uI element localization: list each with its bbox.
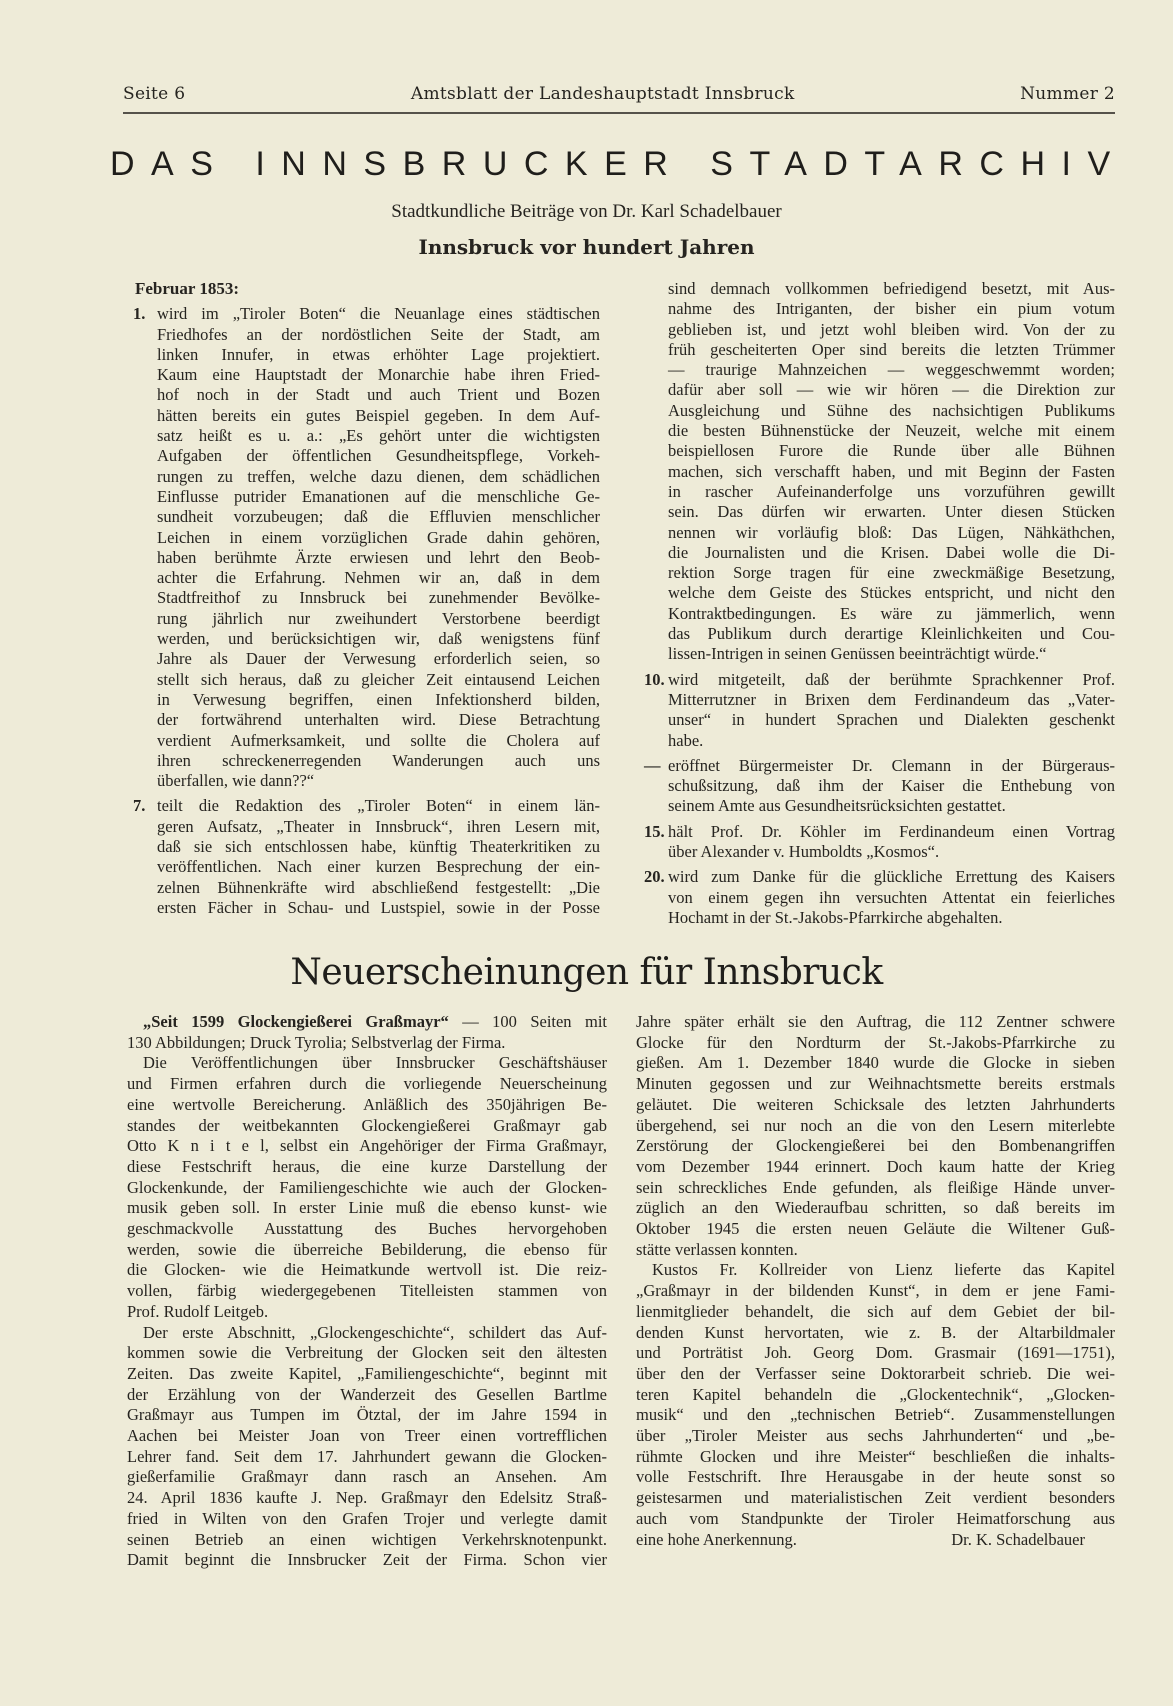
text-line — [127, 1426, 607, 1447]
text-line — [636, 1074, 1115, 1095]
line-text: dafür aber soll — wie wir hören — die Direktion zur — [668, 380, 1115, 400]
paragraph — [636, 1260, 1115, 1550]
text-line — [127, 1281, 607, 1302]
text-line — [157, 385, 600, 405]
line-text: 24. April 1836 kaufte J. Nep. Graßmayr den Edelsitz Straß- — [127, 1488, 607, 1508]
line-text: Der erste Abschnitt, „Glockengeschichte“, schildert das Auf- — [143, 1322, 607, 1342]
text-line — [668, 462, 1115, 482]
text-line — [636, 1219, 1115, 1240]
text-line — [668, 867, 1115, 887]
upper-left-entries — [133, 304, 600, 918]
line-text: hof noch in der Stadt und auch Trient und Bozen — [157, 385, 600, 405]
chronicle-entry — [644, 755, 1115, 817]
text-line — [127, 1343, 607, 1364]
line-text: habe. — [668, 730, 704, 750]
line-text: 130 Abbildungen; Druck Tyrolia; Selbstverlag der Firma. — [127, 1032, 506, 1052]
line-text: rungen zu treffen, welche dazu dienen, dem schädlichen — [157, 466, 600, 486]
text-line — [127, 1385, 607, 1406]
text-line — [157, 710, 600, 730]
text-line — [668, 320, 1115, 340]
subtitle: Stadtkundliche Beiträge von Dr. Karl Schadelbauer — [391, 201, 782, 222]
lower-right-paragraphs — [636, 1012, 1115, 1550]
text-line — [668, 690, 1115, 710]
text-line — [668, 624, 1115, 644]
text-line — [127, 1364, 607, 1385]
line-text: Friedhofes an der nordöstlichen Seite der Stadt, am — [157, 324, 600, 344]
line-text: gießen. Am 1. Dezember 1840 wurde die Glocke in sieben — [636, 1053, 1115, 1073]
text-line — [668, 441, 1115, 461]
line-text: Mitterrutzner in Brixen dem Ferdinandeum das „Vater- — [668, 689, 1115, 709]
text-line — [636, 1157, 1115, 1178]
text-line — [157, 345, 600, 365]
line-text: hätten bereits ein gutes Beispiel gegeben. In dem Auf- — [157, 405, 600, 425]
text-line — [668, 279, 1115, 299]
section2-title: Neuerscheinungen für Innsbruck — [290, 952, 883, 993]
paragraph — [127, 1012, 607, 1053]
text-line — [157, 731, 600, 751]
lower-left-paragraphs — [127, 1012, 607, 1571]
text-line — [668, 543, 1115, 563]
line-text: Zerstörung der Glockengießerei bei den Bombenangriffen — [636, 1136, 1115, 1156]
line-text: Kaum eine Hauptstadt der Monarchie habe ihren Fried- — [157, 365, 600, 385]
line-text: übergehend, sei nur noch an die von den Lesern miterlebte — [636, 1115, 1115, 1135]
text-line — [127, 1074, 607, 1095]
line-text: sein schreckliches Ende gefunden, als fleißige Hände unver- — [636, 1177, 1115, 1197]
line-text: vom Dezember 1944 erinnert. Doch kaum hatte der Krieg — [636, 1156, 1115, 1176]
line-text: geläutet. Die weiteren Schicksale des letzten Jahrhunderts — [636, 1094, 1115, 1114]
text-line — [668, 822, 1115, 842]
text-line — [636, 1488, 1115, 1509]
text-line — [157, 670, 600, 690]
chronicle-entry — [668, 279, 1115, 665]
entry-day: 10. — [644, 669, 665, 689]
text-line — [127, 1530, 607, 1551]
text-line — [668, 604, 1115, 624]
text-line — [127, 1219, 607, 1240]
chronicle-entry — [644, 867, 1115, 928]
entry-day: 15. — [644, 821, 665, 841]
line-text: Kustos Fr. Kollreider von Lienz lieferte das Kapitel — [652, 1260, 1115, 1280]
text-line — [668, 756, 1115, 776]
text-line — [668, 421, 1115, 441]
text-line — [127, 1178, 607, 1199]
text-line — [157, 690, 600, 710]
text-line — [157, 751, 600, 771]
line-text: ersten Fächer in Schau- und Lustspiel, sowie in der Posse — [157, 897, 600, 917]
line-text: die besten Bühnenstücke der Neuzeit, welche mit einem — [668, 421, 1115, 441]
text-line — [157, 857, 600, 877]
text-line — [636, 1136, 1115, 1157]
line-text: werden, und berücksichtigen wir, daß wenigstens fünf — [157, 629, 600, 649]
section-title: Innsbruck vor hundert Jahren — [418, 235, 755, 259]
text-line — [157, 487, 600, 507]
text-line — [636, 1260, 1115, 1281]
text-line — [636, 1178, 1115, 1199]
line-text: gießerfamilie Graßmayr dann rasch an Ansehen. Am — [127, 1467, 607, 1487]
line-text: — 100 Seiten mit — [448, 1012, 607, 1031]
line-text: die Journalisten und die Krisen. Dabei wolle die Di- — [668, 542, 1115, 562]
month-heading: Februar 1853: — [135, 279, 240, 298]
text-line — [127, 1095, 607, 1116]
line-text: über „Tiroler Meister aus sechs Jahrhunderten“ und „be- — [636, 1426, 1115, 1446]
publication-name: Amtsblatt der Landeshauptstadt Innsbruck — [410, 84, 795, 104]
line-text: fried in Wilten von den Grafen Trojer und verlegte damit — [127, 1508, 607, 1528]
line-text: Aachen bei Meister Joan von Treer einen vortrefflichen — [127, 1426, 607, 1446]
text-line — [157, 771, 600, 791]
chronicle-entry — [133, 796, 600, 918]
text-line — [157, 528, 600, 548]
text-line — [157, 304, 600, 324]
line-text: rühmte Glocken und ihre Meister“ beschließen die inhalts- — [636, 1446, 1115, 1466]
line-text: geren Aufsatz, „Theater in Innsbruck“, ihren Lesern mit, — [157, 816, 600, 836]
text-line — [127, 1405, 607, 1426]
line-text: sind demnach vollkommen befriedigend besetzt, mit Aus- — [668, 279, 1115, 298]
line-text: veröffentlichen. Nach einer kurzen Besprechung der ein- — [157, 857, 600, 877]
line-text: Aufgaben der öffentlichen Gesundheitspflege, Vorkeh- — [157, 446, 600, 466]
line-text: achter die Erfahrung. Nehmen wir an, daß in dem — [157, 568, 600, 588]
line-text: hält Prof. Dr. Köhler im Ferdinandeum einen Vortrag — [668, 821, 1115, 841]
line-text: geistesarmen und materialistischen Zeit verdient besonders — [636, 1488, 1115, 1508]
chronicle-entry — [644, 821, 1115, 863]
line-text: Leichen in einem vorzüglichen Grade dahin gehören, — [157, 527, 600, 547]
text-line — [636, 1240, 1115, 1261]
text-line — [127, 1447, 607, 1468]
lower-left-column — [127, 1012, 607, 1571]
text-line — [668, 563, 1115, 583]
line-text: verdient Aufmerksamkeit, und sollte die Cholera auf — [157, 730, 600, 750]
text-line — [636, 1426, 1115, 1447]
line-text: in Verwesung begriffen, einen Infektionsherd bilden, — [157, 689, 600, 709]
chronicle-entry — [133, 304, 600, 791]
text-line — [157, 548, 600, 568]
entry-day: 7. — [133, 796, 146, 816]
text-line — [157, 325, 600, 345]
text-line — [668, 888, 1115, 908]
text-line — [157, 426, 600, 446]
line-text: die Glocken- wie die Heimatkunde wertvoll ist. Die reiz- — [127, 1260, 607, 1280]
line-text: von einem gegen ihn versuchten Attentat ein feierliches — [668, 887, 1115, 907]
text-line — [157, 649, 600, 669]
text-line — [636, 1447, 1115, 1468]
text-line — [636, 1116, 1115, 1137]
line-text: teilt die Redaktion des „Tiroler Boten“ in einem län- — [157, 796, 600, 816]
line-text: Kontraktbedingungen. Es wäre zu jämmerlich, wenn — [668, 603, 1115, 623]
text-line — [127, 1488, 607, 1509]
text-line — [127, 1136, 607, 1157]
line-text: nahme des Intriganten, der bisher ein pium votum — [668, 299, 1115, 319]
line-text: Jahre später erhält sie den Auftrag, die 112 Zentner schwere — [636, 1012, 1115, 1031]
text-line — [636, 1281, 1115, 1302]
line-text: satz heißt es u. a.: „Es gehört unter die wichtigsten — [157, 426, 600, 446]
text-line — [127, 1260, 607, 1281]
text-line — [127, 1116, 607, 1137]
line-text: Minuten gegossen und zur Weihnachtsmette bereits erstmals — [636, 1074, 1115, 1094]
header-rule — [123, 112, 1115, 114]
line-text: Hochamt in der St.-Jakobs-Pfarrkirche abgehalten. — [668, 907, 1003, 927]
line-text: Ausgleichung und Sühne des nachsichtigen Publikums — [668, 400, 1115, 420]
line-text: Glockenkunde, der Familiengeschichte wie auch der Glocken- — [127, 1177, 607, 1197]
line-text: Lehrer fand. Seit dem 17. Jahrhundert gewann die Glocken- — [127, 1446, 607, 1466]
text-line — [668, 731, 1115, 751]
line-text: Glocke für den Nordturm der St.-Jakobs-Pfarrkirche zu — [636, 1032, 1115, 1052]
text-line — [668, 360, 1115, 380]
text-line — [127, 1550, 607, 1571]
line-text: über Alexander v. Humboldts „Kosmos“. — [668, 842, 940, 862]
line-text: Einflusse putrider Emanationen auf die menschliche Ge- — [157, 486, 600, 506]
text-line — [668, 340, 1115, 360]
line-text: diese Festschrift heraus, die eine kurze Darstellung der — [127, 1156, 607, 1176]
line-text: Zeiten. Das zweite Kapitel, „Familiengeschichte“, beginnt mit — [127, 1363, 607, 1383]
text-line — [157, 588, 600, 608]
text-line — [636, 1323, 1115, 1344]
text-line — [127, 1198, 607, 1219]
text-line — [636, 1467, 1115, 1488]
line-text: und Firmen erfahren durch die vorliegende Neuerscheinung — [127, 1074, 607, 1094]
text-line — [127, 1509, 607, 1530]
line-text: und Porträtist Joh. Georg Dom. Grasmair (1691—1751), — [636, 1343, 1115, 1363]
text-line — [636, 1012, 1115, 1033]
line-text: stellt sich heraus, daß zu gleicher Zeit eintausend Leichen — [157, 669, 600, 689]
line-text: Oktober 1945 die ersten neuen Geläute die Wiltener Guß- — [636, 1219, 1115, 1239]
text-line — [127, 1240, 607, 1261]
text-line — [157, 629, 600, 649]
line-text: eine wertvolle Bereicherung. Anläßlich des 350jährigen Be- — [127, 1094, 607, 1114]
text-line — [668, 644, 1115, 664]
text-line — [668, 842, 1115, 862]
line-text: stätte verlassen konnten. — [636, 1239, 798, 1259]
text-line — [157, 609, 600, 629]
paragraph — [127, 1053, 607, 1322]
text-line — [127, 1467, 607, 1488]
text-line — [636, 1385, 1115, 1406]
line-text: — traurige Mahnzeichen — weggeschwemmt worden; — [668, 360, 1115, 380]
upper-left-column — [133, 279, 600, 918]
text-line — [157, 406, 600, 426]
text-line — [157, 878, 600, 898]
text-line — [636, 1530, 1115, 1551]
line-text: schußsitzung, daß ihm der Kaiser die Enthebung von — [668, 776, 1115, 796]
line-text: kommen sowie die Verbreitung der Glocken seit den ältesten — [127, 1343, 607, 1363]
text-line — [157, 898, 600, 918]
line-text: werden, sowie die überreiche Bebilderung, die ebenso für — [127, 1239, 607, 1259]
page-number: Seite 6 — [123, 84, 186, 104]
text-line — [127, 1053, 607, 1074]
line-text: standes der weitbekannten Glockengießerei Graßmayr gab — [127, 1115, 607, 1135]
text-line — [636, 1364, 1115, 1385]
text-line — [636, 1198, 1115, 1219]
line-text: seinem Amte aus Gesundheitsrücksichten gestattet. — [668, 796, 1006, 816]
line-text: vollen, färbig wiedergegebenen Titelleisten stammen von — [127, 1281, 607, 1301]
text-line — [668, 482, 1115, 502]
line-text: lienmitglieder behandelt, die sich auf dem Gebiet der bil- — [636, 1301, 1115, 1321]
text-line — [157, 365, 600, 385]
text-line — [127, 1033, 607, 1054]
text-line — [668, 710, 1115, 730]
chronicle-entry — [644, 669, 1115, 751]
text-line — [668, 299, 1115, 319]
line-text: Die Veröffentlichungen über Innsbrucker Geschäftshäuser — [143, 1053, 607, 1073]
line-text: daß sie sich entschlossen habe, künftig Theaterkritiken zu — [157, 837, 600, 857]
line-text: teren Kapitel behandeln die „Glockentechnik“, „Glocken- — [636, 1384, 1115, 1404]
paragraph — [636, 1012, 1115, 1260]
text-line — [127, 1157, 607, 1178]
line-text: eine hohe Anerkennung. — [636, 1529, 797, 1549]
text-line — [127, 1323, 607, 1344]
line-text: rektion Sorge tragen für eine zweckmäßige Besetzung, — [668, 563, 1115, 583]
text-line — [668, 670, 1115, 690]
text-line — [157, 467, 600, 487]
line-text: eröffnet Bürgermeister Dr. Clemann in der Bürgeraus- — [668, 755, 1115, 775]
text-line — [668, 523, 1115, 543]
running-head — [123, 84, 1115, 104]
line-text: zelnen Bühnenkräfte wird abschließend festgestellt: „Die — [157, 877, 600, 897]
line-text: der fortwährend unterhalten wird. Diese Betrachtung — [157, 710, 600, 730]
line-text: sein. Das dürfen wir erwarten. Unter diesen Stücken — [668, 502, 1115, 522]
line-text: musik geben soll. In erster Linie muß die ebenso kunst- wie — [127, 1198, 607, 1218]
entry-day: — — [644, 755, 661, 775]
text-line — [636, 1053, 1115, 1074]
text-line — [127, 1302, 607, 1323]
text-line — [157, 446, 600, 466]
text-line — [636, 1033, 1115, 1054]
text-line — [636, 1095, 1115, 1116]
text-line — [127, 1012, 607, 1033]
line-text: der Erzählung von der Wanderzeit des Gesellen Bartlme — [127, 1384, 607, 1404]
author-signature: Dr. K. Schadelbauer — [951, 1529, 1085, 1549]
text-line — [668, 583, 1115, 603]
entry-day: 20. — [644, 867, 665, 887]
line-text: Graßmayr aus Tumpen im Ötztal, der im Jahre 1594 in — [127, 1405, 607, 1425]
text-line — [636, 1302, 1115, 1323]
line-text: überfallen, wie dann??“ — [157, 771, 315, 791]
line-text: welche dem Geiste des Stückes entspricht, und nicht den — [668, 583, 1115, 603]
text-line — [668, 502, 1115, 522]
lower-right-column — [636, 1012, 1115, 1550]
text-line — [668, 401, 1115, 421]
text-line — [668, 796, 1115, 816]
line-text: nennen wir vorläufig bloß: Das Lügen, Nähkäthchen, — [668, 522, 1115, 542]
text-line — [157, 507, 600, 527]
line-text: Jahre als Dauer der Verwesung erforderlich seien, so — [157, 649, 600, 669]
issue-number: Nummer 2 — [1020, 84, 1115, 104]
line-text: geschmackvolle Ausstattung des Buches hervorgehoben — [127, 1219, 607, 1239]
line-text: „Graßmayr in der bildenden Kunst“, in dem er jene Fami- — [636, 1281, 1115, 1301]
line-text: wird zum Danke für die glückliche Errettung des Kaisers — [668, 867, 1115, 887]
text-line — [636, 1509, 1115, 1530]
book-title: „Seit 1599 Glockengießerei Graßmayr“ — [143, 1012, 449, 1031]
line-text: Otto K n i t e l, selbst ein Angehöriger der Firma Graßmayr, — [127, 1136, 607, 1156]
text-line — [668, 380, 1115, 400]
line-text: haben berühmte Ärzte erwiesen und lehrt den Beob- — [157, 547, 600, 567]
entry-day: 1. — [133, 304, 146, 324]
upper-right-column — [644, 279, 1115, 928]
line-text: machen, sich verschafft haben, und mit Beginn der Fasten — [668, 461, 1115, 481]
line-text: linken Innufer, in etwas erhöhter Lage projektiert. — [157, 344, 600, 364]
line-text: wird mitgeteilt, daß der berühmte Sprachkenner Prof. — [668, 669, 1115, 689]
text-line — [636, 1343, 1115, 1364]
text-line — [157, 568, 600, 588]
line-text: über den der Verfasser seine Doktorarbeit schrieb. Die wei- — [636, 1363, 1115, 1383]
line-text: wird im „Tiroler Boten“ die Neuanlage eines städtischen — [157, 304, 600, 324]
text-line — [157, 837, 600, 857]
line-text: denden Kunst hervortaten, wie z. B. der Altarbildmaler — [636, 1322, 1115, 1342]
line-text: Stadtfreithof zu Innsbruck bei zunehmender Bevölke- — [157, 588, 600, 608]
line-text: züglich an den Wiederaufbau schritten, so daß bereits im — [636, 1198, 1115, 1218]
line-text: unser“ in hundert Sprachen und Dialekten geschenkt — [668, 710, 1115, 730]
line-text: rung jährlich nur zweihundert Verstorbene beerdigt — [157, 608, 600, 628]
text-line — [636, 1405, 1115, 1426]
line-text: in rascher Aufeinanderfolge uns vorzuführen gewillt — [668, 481, 1115, 501]
line-text: früh gescheiterten Oper sind bereits die letzten Trümmer — [668, 339, 1115, 359]
line-text: seinen Betrieb an einen wichtigen Verkehrsknotenpunkt. — [127, 1529, 607, 1549]
line-text: volle Festschrift. Ihre Herausgabe in der heute sonst so — [636, 1467, 1115, 1487]
page-title: DAS INNSBRUCKER STADTARCHIV — [110, 145, 1127, 183]
text-line — [157, 817, 600, 837]
line-text: ihren schreckenerregenden Wanderungen auch uns — [157, 750, 600, 770]
paragraph — [127, 1323, 607, 1571]
line-text: sundheit vorzubeugen; daß die Effluvien menschlicher — [157, 507, 600, 527]
line-text: auch vom Standpunkte der Tiroler Heimatforschung aus — [636, 1508, 1115, 1528]
line-text: Prof. Rudolf Leitgeb. — [127, 1301, 269, 1321]
line-text: das Publikum durch derartige Kleinlichkeiten und Cou- — [668, 624, 1115, 644]
text-line — [668, 908, 1115, 928]
text-line — [157, 796, 600, 816]
text-line — [668, 776, 1115, 796]
line-text: lissen-Intrigen in seinen Genüssen beeinträchtigt würde.“ — [668, 644, 1047, 664]
line-text: musik“ und den „technischen Betrieb“. Zusammenstellungen — [636, 1405, 1115, 1425]
upper-right-entries — [644, 279, 1115, 928]
line-text: Damit beginnt die Innsbrucker Zeit der Firma. Schon vier — [127, 1550, 607, 1570]
line-text: geblieben ist, und jetzt wohl bleiben wird. Von der zu — [668, 319, 1115, 339]
line-text: beispiellosen Furore die Runde über alle Bühnen — [668, 441, 1115, 461]
